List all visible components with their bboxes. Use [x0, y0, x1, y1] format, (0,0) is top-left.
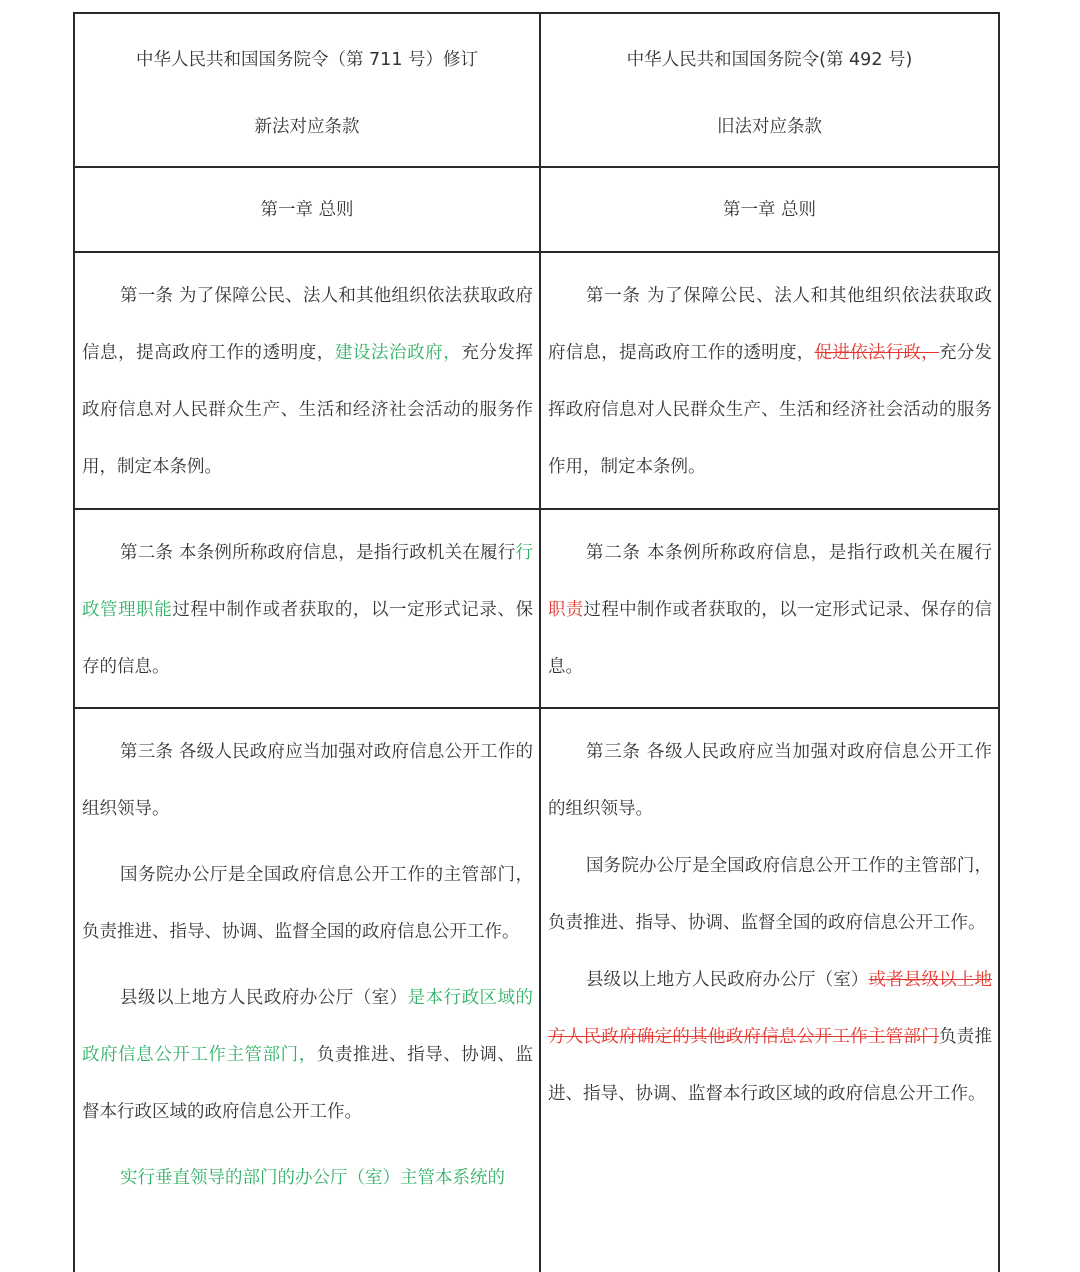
old-law-subtitle: 旧法对应条款	[717, 117, 822, 137]
article-3-new-p3-before: 县级以上地方人民政府办公厅（室）	[120, 988, 408, 1008]
article-2-row	[75, 510, 998, 709]
article-3-old-p1: 第三条 各级人民政府应当加强对政府信息公开工作的组织领导。	[548, 742, 992, 819]
article-2-old-before: 第二条 本条例所称政府信息，是指行政机关在履行	[586, 543, 992, 563]
article-2-new-added: 行政管理职能	[82, 543, 533, 620]
article-3-old-p3-after: 负责推进、指导、协调、监督本行政区域的政府信息公开工作。	[548, 1027, 993, 1104]
article-1-old-text	[541, 268, 998, 496]
article-3-old-p3-before: 县级以上地方人民政府办公厅（室）	[586, 970, 869, 990]
article-2-old-text	[541, 525, 998, 696]
article-1-old	[541, 253, 998, 508]
article-2-new-before: 第二条 本条例所称政府信息，是指行政机关在履行	[120, 543, 516, 563]
article-3-new-p3-after: 负责推进、指导、协调、监督本行政区域的政府信息公开工作。	[82, 1045, 533, 1122]
new-law-subtitle: 新法对应条款	[254, 117, 360, 137]
table-header-row	[75, 14, 998, 168]
article-3-old-p3	[541, 952, 998, 1123]
article-3-new-p3-added: 是本行政区域的政府信息公开工作主管部门，	[82, 988, 534, 1065]
article-2-old-after: 过程中制作或者获取的，以一定形式记录、保存的信息。	[548, 600, 993, 677]
article-3-new-p2: 国务院办公厅是全国政府信息公开工作的主管部门，负责推进、指导、协调、监督全国的政府信息公开工作。	[82, 865, 533, 942]
article-3-old-p3-removed: 或者县级以上地方人民政府确定的其他政府信息公开工作主管部门	[548, 970, 993, 1047]
article-1-new-added: 建设法治政府，	[334, 343, 462, 363]
article-2-new-text	[75, 525, 539, 696]
article-1-new	[75, 253, 541, 508]
article-3-new	[75, 709, 541, 1272]
new-chapter-title: 第一章 总则	[75, 168, 541, 251]
article-1-new-after: 充分发挥政府信息对人民群众生产、生活和经济社会活动的服务作用，制定本条例。	[82, 343, 533, 477]
article-3-new-p3	[75, 970, 539, 1141]
article-3-old-p2: 国务院办公厅是全国政府信息公开工作的主管部门，负责推进、指导、协调、监督全国的政府信息公开工作。	[548, 856, 992, 933]
article-1-old-before: 第一条 为了保障公民、法人和其他组织依法获取政府信息，提高政府工作的透明度，	[548, 286, 992, 363]
old-law-header	[541, 14, 998, 166]
comparison-table	[73, 12, 1000, 1272]
old-law-title: 中华人民共和国国务院令(第 492 号)	[626, 50, 913, 70]
article-2-old	[541, 510, 998, 707]
article-3-new-p4-added: 实行垂直领导的部门的办公厅（室）主管本系统的	[120, 1168, 505, 1188]
article-1-old-after: 充分发挥政府信息对人民群众生产、生活和经济社会活动的服务作用，制定本条例。	[548, 343, 993, 477]
article-1-row	[75, 253, 998, 510]
article-3-row	[75, 709, 998, 1272]
chapter-row	[75, 168, 998, 253]
article-2-new	[75, 510, 541, 707]
article-1-old-removed: 促进依法行政，	[814, 343, 939, 363]
article-2-old-changed: 职责	[548, 600, 584, 620]
article-2-new-after: 过程中制作或者获取的，以一定形式记录、保存的信息。	[82, 600, 533, 677]
article-3-new-p4	[75, 1150, 539, 1207]
article-1-new-text	[75, 268, 539, 496]
new-law-header	[75, 14, 541, 166]
new-law-title: 中华人民共和国国务院令（第 711 号）修订	[135, 50, 479, 70]
article-3-new-p1: 第三条 各级人民政府应当加强对政府信息公开工作的组织领导。	[82, 742, 533, 819]
article-3-old	[541, 709, 998, 1272]
old-chapter-title: 第一章 总则	[722, 200, 817, 220]
article-1-new-before: 第一条 为了保障公民、法人和其他组织依法获取政府信息，提高政府工作的透明度，	[82, 286, 533, 363]
